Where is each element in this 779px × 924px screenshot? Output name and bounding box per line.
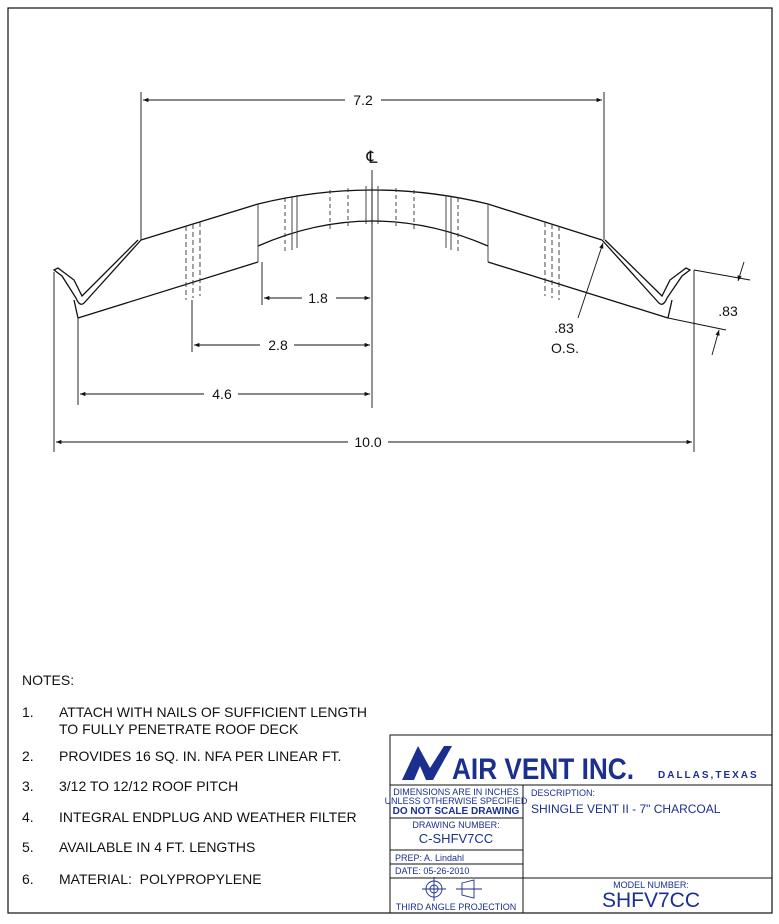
dim-label-os-value: .83 <box>554 320 574 336</box>
dims-note-2: UNLESS OTHERWISE SPECIFIED <box>384 796 528 806</box>
note-text: MATERIAL: POLYPROPYLENE <box>59 871 262 887</box>
note-number: 4. <box>22 809 34 825</box>
vent-bottom-right <box>488 262 668 318</box>
description-label: DESCRIPTION: <box>531 788 596 798</box>
projection-label: THIRD ANGLE PROJECTION <box>395 902 517 912</box>
note-text: INTEGRAL ENDPLUG AND WEATHER FILTER <box>59 809 357 825</box>
vent-bottom-left <box>78 262 258 318</box>
dim-label-os: O.S. <box>550 340 580 356</box>
note-text: AVAILABLE IN 4 FT. LENGTHS <box>59 839 256 855</box>
drawing-number-label: DRAWING NUMBER: <box>412 820 500 830</box>
dim-arrow-side-bottom <box>712 330 719 355</box>
dim-label-side: .83 <box>718 303 738 319</box>
projection-symbol-icon <box>422 877 482 901</box>
company-logo <box>402 746 759 786</box>
note-text: 3/12 TO 12/12 ROOF PITCH <box>59 778 239 794</box>
vent-top-surface <box>141 190 602 240</box>
vent-inner-surface <box>258 221 488 246</box>
dim-label-inner-width: 1.8 <box>308 290 328 306</box>
company-location: DALLAS,TEXAS <box>658 770 759 781</box>
note-text: PROVIDES 16 SQ. IN. NFA PER LINEAR FT. <box>59 748 342 764</box>
dim-label-overall-width: 10.0 <box>354 434 382 450</box>
logo-av-mark <box>402 746 452 780</box>
prep: PREP: A. Lindahl <box>395 853 465 863</box>
vent-left-lip <box>54 240 141 304</box>
dim-label-half-width: 4.6 <box>212 386 232 402</box>
dim-label-mid-width: 2.8 <box>268 337 288 353</box>
description: SHINGLE VENT II - 7" CHARCOAL <box>531 802 721 816</box>
note-number: 6. <box>22 871 34 887</box>
dim-line-os <box>578 243 603 318</box>
do-not-scale: DO NOT SCALE DRAWING <box>392 806 520 817</box>
note-number: 3. <box>22 778 34 794</box>
date: DATE: 05-26-2010 <box>395 866 470 876</box>
note-number: 2. <box>22 748 34 764</box>
centerline-mark: ℄ <box>366 148 378 167</box>
note-number: 5. <box>22 839 34 855</box>
drawing-number: C-SHFV7CC <box>418 831 494 846</box>
dimension-lines <box>54 92 750 452</box>
model-number: SHFV7CC <box>601 889 701 912</box>
notes-title: NOTES: <box>22 672 75 688</box>
company-name: AIR VENT INC. <box>452 753 634 786</box>
vent-right-lip <box>602 240 690 304</box>
note-number: 1. <box>22 704 34 720</box>
model-number-label: MODEL NUMBER: <box>613 880 689 890</box>
dims-note-1: DIMENSIONS ARE IN INCHES <box>393 787 519 797</box>
vent-baffles <box>186 186 559 300</box>
dim-label-top-width: 7.2 <box>353 92 373 108</box>
note-text: ATTACH WITH NAILS OF SUFFICIENT LENGTH TO FULLY PENETRATE ROOF DECK <box>59 704 368 737</box>
